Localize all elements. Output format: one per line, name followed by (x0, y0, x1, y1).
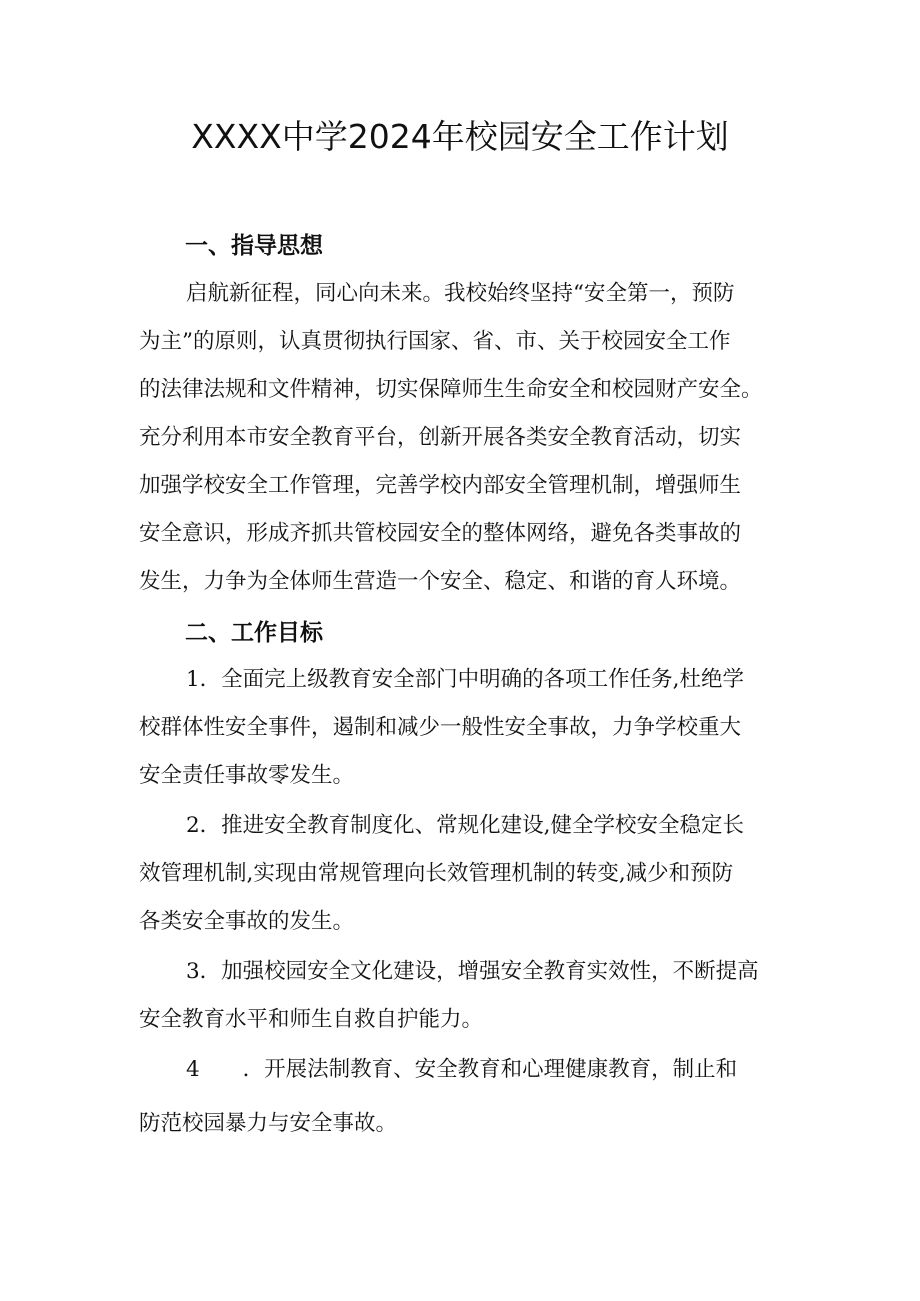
goal-item-line: 4 ．开展法制教育、安全教育和心理健康教育，制止和 (186, 1057, 738, 1082)
goal-item-line: 3．加强校园安全文化建设，增强安全教育实效性，不断提高 (186, 959, 759, 984)
section-heading-work-goals: 二、工作目标 (185, 620, 323, 646)
paragraph-line: 发生，力争为全体师生营造一个安全、稳定、和谐的育人环境。 (139, 569, 742, 594)
goal-item-line: 1．全面完上级教育安全部门中明确的各项工作任务,杜绝学 (186, 667, 745, 692)
goal-item-line: 安全教育水平和师生自救自护能力。 (139, 1007, 484, 1032)
goal-item-line: 防范校园暴力与安全事故。 (139, 1111, 398, 1136)
goal-item-line: 各类安全事故的发生。 (139, 909, 355, 934)
paragraph-line: 启航新征程，同心向未来。我校始终坚持“安全第一，预防 (186, 281, 735, 306)
paragraph-line: 安全意识，形成齐抓共管校园安全的整体网络，避免各类事故的 (139, 521, 742, 546)
goal-item-line: 2．推进安全教育制度化、常规化建设,健全学校安全稳定长 (186, 813, 745, 838)
goal-item-line: 效管理机制,实现由常规管理向长效管理机制的转变,减少和预防 (139, 861, 734, 886)
paragraph-line: 为主”的原则，认真贯彻执行国家、省、市、关于校园安全工作 (139, 329, 731, 354)
paragraph-line: 的法律法规和文件精神，切实保障师生生命安全和校园财产安全。 (139, 377, 763, 402)
goal-item-line: 安全责任事故零发生。 (139, 763, 355, 788)
goal-item-line: 校群体性安全事件，遏制和减少一般性安全事故，力争学校重大 (139, 715, 742, 740)
paragraph-line: 加强学校安全工作管理，完善学校内部安全管理机制，增强师生 (139, 473, 742, 498)
document-title: XXXX中学2024年校园安全工作计划 (191, 117, 729, 156)
paragraph-line: 充分利用本市安全教育平台，创新开展各类安全教育活动，切实 (139, 425, 742, 450)
section-heading-guiding-ideology: 一、指导思想 (185, 233, 323, 259)
